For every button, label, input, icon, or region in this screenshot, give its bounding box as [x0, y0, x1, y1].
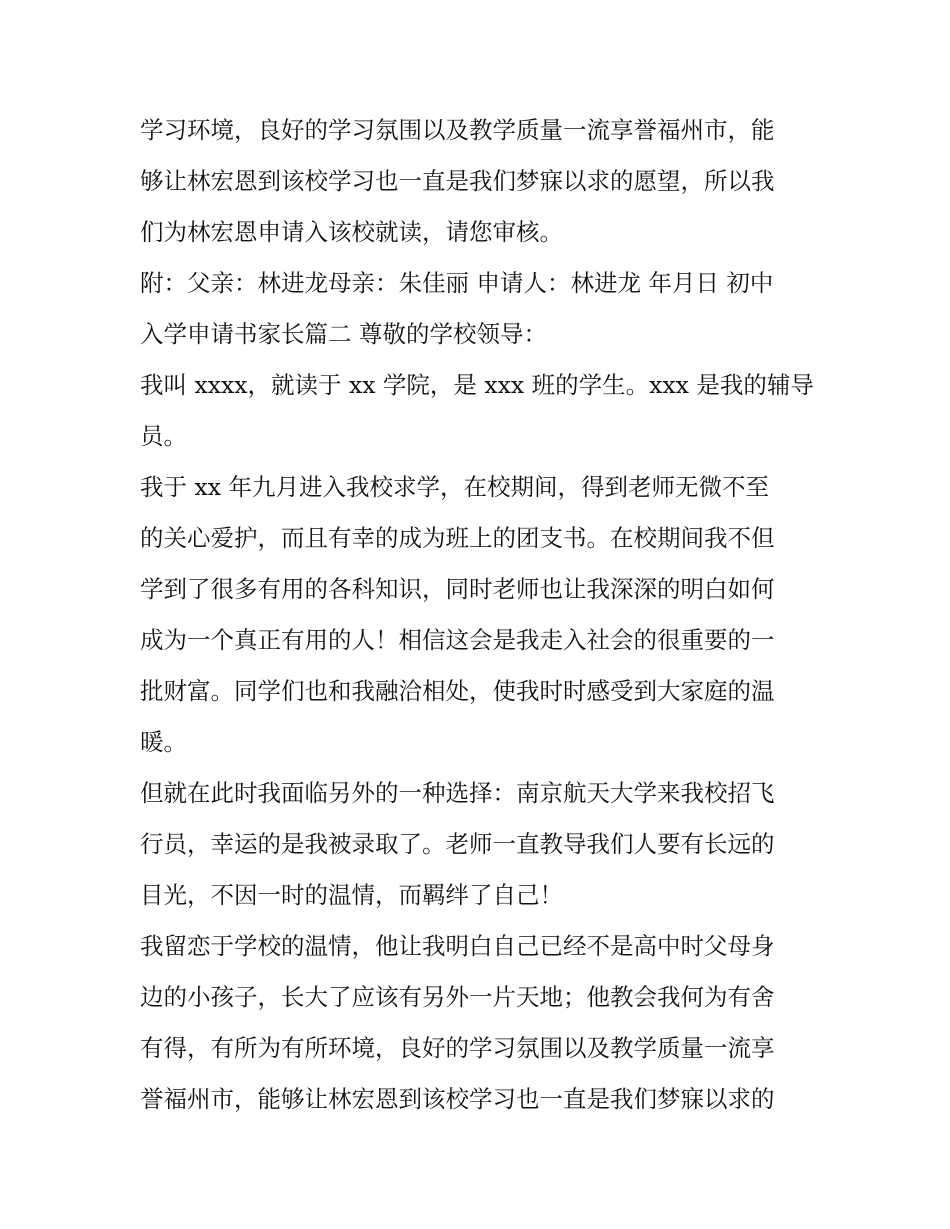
paragraph-new-choice	[140, 768, 820, 921]
text-line: 员。	[140, 422, 187, 450]
text-line: 目光，不因一时的温情，而羁绊了自己！	[140, 881, 563, 909]
text-line: 够让林宏恩到该校学习也一直是我们梦寐以求的愿望，所以我	[140, 167, 775, 195]
text-line: 的关心爱护，而且有幸的成为班上的团支书。在校期间我不但	[140, 524, 775, 552]
paragraph-self-introduction	[140, 360, 820, 462]
text-line: 行员，幸运的是我被录取了。老师一直教导我们人要有长远的	[140, 830, 775, 858]
paragraph-reflection	[140, 921, 820, 1125]
document-body	[140, 105, 820, 1125]
text-line: 附：父亲：林进龙母亲：朱佳丽 申请人：林进龙 年月日 初中	[140, 269, 774, 297]
text-line: 边的小孩子，长大了应该有另外一片天地；他教会我何为有舍	[140, 983, 775, 1011]
text-line: 我叫 xxxx，就读于 xx 学院，是 xxx 班的学生。xxx 是我的辅导	[140, 371, 814, 399]
text-line: 成为一个真正有用的人！相信这会是我走入社会的很重要的一	[140, 626, 775, 654]
text-line: 但就在此时我面临另外的一种选择：南京航天大学来我校招飞	[140, 779, 775, 807]
text-line: 暖。	[140, 728, 187, 756]
text-line: 有得，有所为有所环境，良好的学习氛围以及教学质量一流享	[140, 1034, 775, 1062]
paragraph-signature-and-heading	[140, 258, 820, 360]
text-line: 们为林宏恩申请入该校就读，请您审核。	[140, 218, 563, 246]
text-line: 学到了很多有用的各科知识，同时老师也让我深深的明白如何	[140, 575, 775, 603]
text-line: 学习环境，良好的学习氛围以及教学质量一流享誉福州市，能	[140, 116, 775, 144]
text-line: 批财富。同学们也和我融洽相处，使我时时感受到大家庭的温	[140, 677, 775, 705]
text-line: 我于 xx 年九月进入我校求学，在校期间，得到老师无微不至	[140, 473, 769, 501]
paragraph-school-experience	[140, 462, 820, 768]
text-line: 我留恋于学校的温情，他让我明白自己已经不是高中时父母身	[140, 932, 775, 960]
text-line: 誉福州市，能够让林宏恩到该校学习也一直是我们梦寐以求的	[140, 1085, 775, 1113]
text-line: 入学申请书家长篇二 尊敬的学校领导：	[140, 320, 547, 348]
paragraph-application-closing	[140, 105, 820, 258]
